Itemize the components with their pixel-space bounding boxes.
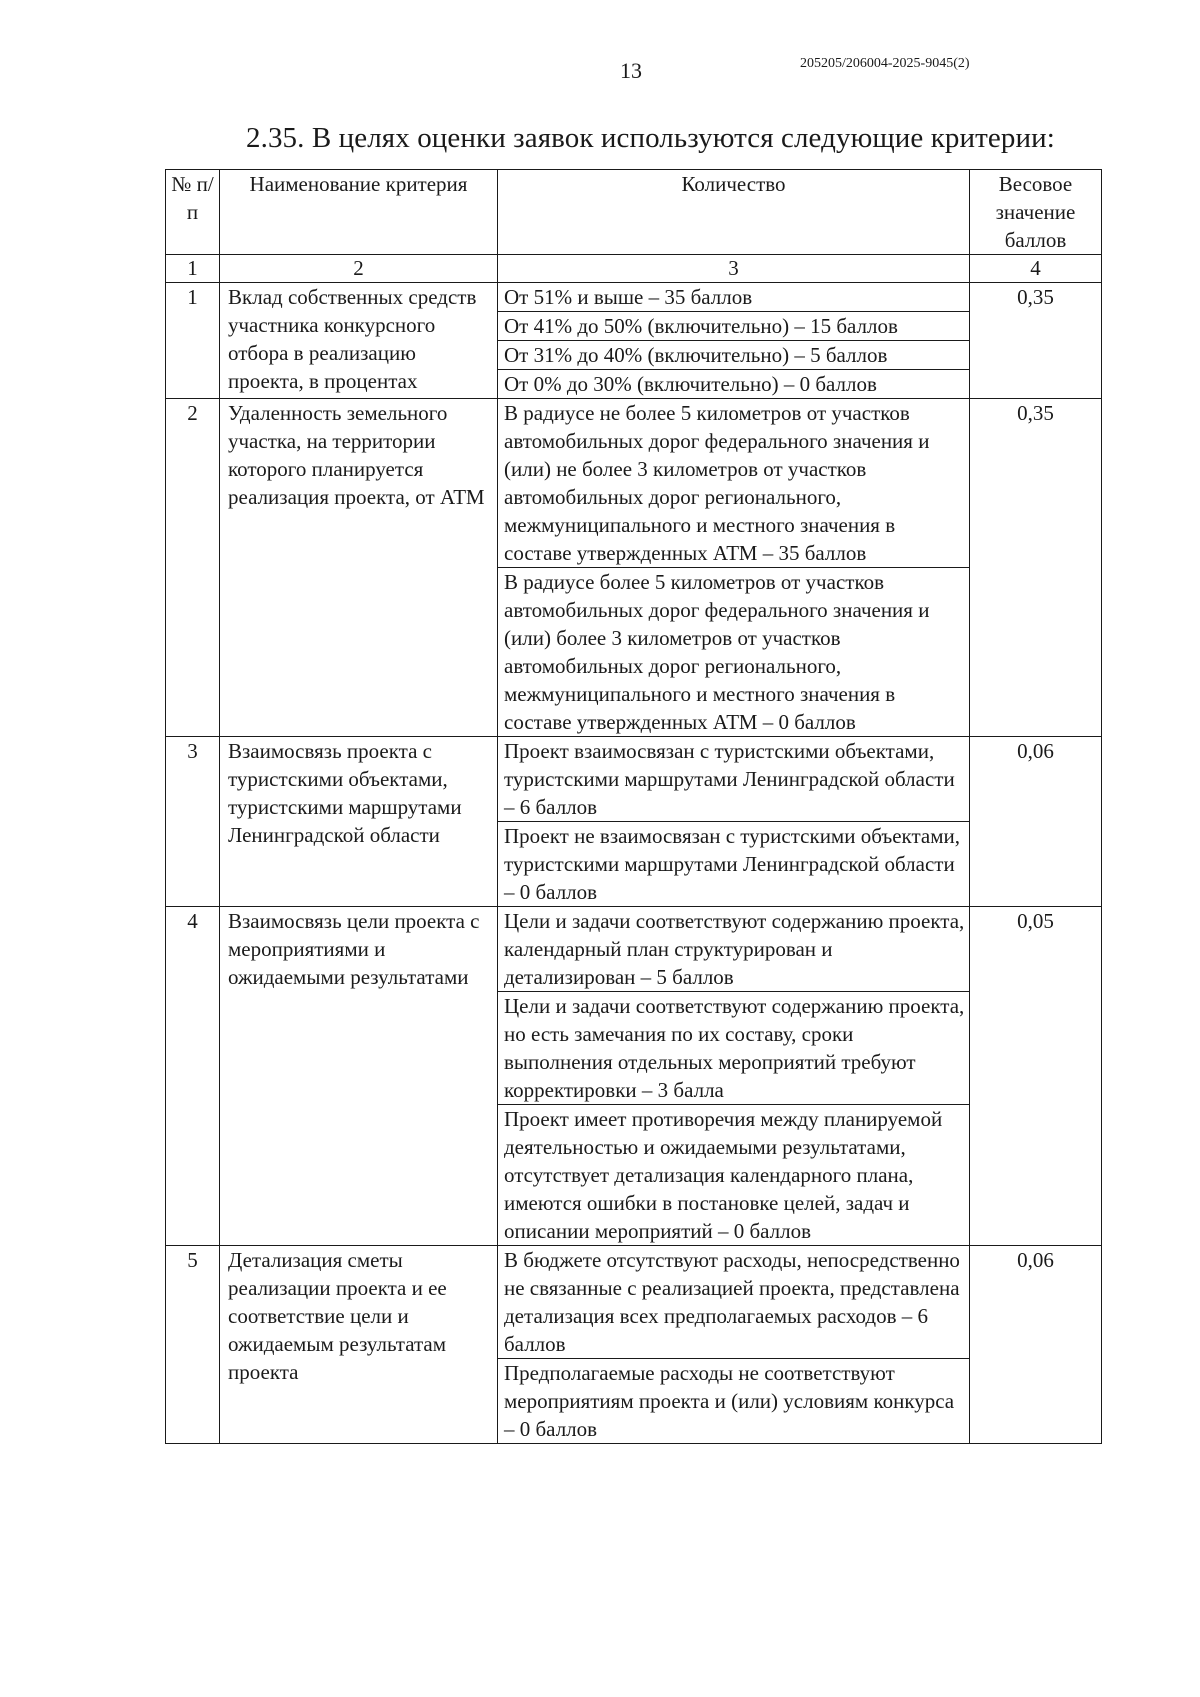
quantity-option: От 31% до 40% (включительно) – 5 баллов	[498, 340, 969, 369]
column-index: 1	[166, 255, 220, 283]
criterion-name: Взаимосвязь проекта с туристскими объектами, туристскими маршрутами Ленинградской области	[220, 737, 498, 907]
quantity-option: В радиусе более 5 километров от участков автомобильных дорог федерального значения и (или) более 3 километров от участков автомобильных дорог регионального, межмуниципального и местного значения в составе утвержденных АТМ – 0 баллов	[498, 567, 969, 736]
quantity-cell	[498, 1246, 970, 1444]
header-weight: Весовое значение баллов	[970, 170, 1102, 255]
header-name: Наименование критерия	[220, 170, 498, 255]
row-number: 5	[166, 1246, 220, 1444]
weight-value: 0,06	[970, 737, 1102, 907]
column-index-row	[166, 255, 1102, 283]
weight-value: 0,35	[970, 399, 1102, 737]
quantity-option: Проект имеет противоречия между планируемой деятельностью и ожидаемыми результатами, отсутствует детализация календарного плана, имеются ошибки в постановке целей, задач и описании мероприятий – 0 баллов	[498, 1104, 969, 1245]
criterion-name: Детализация сметы реализации проекта и ее соответствие цели и ожидаемым результатам проекта	[220, 1246, 498, 1444]
header-num: № п/п	[166, 170, 220, 255]
row-number: 2	[166, 399, 220, 737]
quantity-option: Проект не взаимосвязан с туристскими объектами, туристскими маршрутами Ленинградской области – 0 баллов	[498, 821, 969, 906]
criteria-table	[165, 169, 1102, 1444]
quantity-option: От 0% до 30% (включительно) – 0 баллов	[498, 369, 969, 398]
quantity-cell	[498, 737, 970, 907]
column-index: 3	[498, 255, 970, 283]
document-code: 205205/206004-2025-9045(2)	[800, 56, 970, 71]
quantity-option: В радиусе не более 5 километров от участков автомобильных дорог федерального значения и (или) не более 3 километров от участков автомобильных дорог регионального, межмуниципального и местного значения в составе утвержденных АТМ – 35 баллов	[504, 401, 930, 565]
quantity-option: Цели и задачи соответствуют содержанию проекта, календарный план структурирован и детализирован – 5 баллов	[504, 909, 965, 989]
row-number: 1	[166, 283, 220, 399]
header-qty: Количество	[498, 170, 970, 255]
column-index: 4	[970, 255, 1102, 283]
weight-value: 0,05	[970, 907, 1102, 1246]
criterion-name: Вклад собственных средств участника конкурсного отбора в реализацию проекта, в процентах	[220, 283, 498, 399]
row-number: 4	[166, 907, 220, 1246]
weight-value: 0,35	[970, 283, 1102, 399]
section-heading: 2.35. В целях оценки заявок используются следующие критерии:	[246, 122, 1055, 154]
quantity-cell	[498, 399, 970, 737]
table-header-row	[166, 170, 1102, 255]
quantity-cell	[498, 907, 970, 1246]
quantity-cell	[498, 283, 970, 399]
table-row	[166, 283, 1102, 399]
quantity-option: Цели и задачи соответствуют содержанию проекта, но есть замечания по их составу, сроки выполнения отдельных мероприятий требуют корректировки – 3 балла	[498, 991, 969, 1104]
quantity-option: Предполагаемые расходы не соответствуют мероприятиям проекта и (или) условиям конкурса – 0 баллов	[498, 1358, 969, 1443]
table-row	[166, 737, 1102, 907]
page-number: 13	[620, 58, 642, 83]
quantity-option: В бюджете отсутствуют расходы, непосредственно не связанные с реализацией проекта, представлена детализация всех предполагаемых расходов – 6 баллов	[504, 1248, 960, 1356]
column-index: 2	[220, 255, 498, 283]
criterion-name: Взаимосвязь цели проекта с мероприятиями и ожидаемыми результатами	[220, 907, 498, 1246]
weight-value: 0,06	[970, 1246, 1102, 1444]
quantity-option: Проект взаимосвязан с туристскими объектами, туристскими маршрутами Ленинградской области – 6 баллов	[504, 739, 955, 819]
row-number: 3	[166, 737, 220, 907]
table-row	[166, 399, 1102, 737]
table-row	[166, 1246, 1102, 1444]
quantity-option: От 51% и выше – 35 баллов	[504, 285, 753, 309]
criterion-name: Удаленность земельного участка, на территории которого планируется реализация проекта, от АТМ	[220, 399, 498, 737]
quantity-option: От 41% до 50% (включительно) – 15 баллов	[498, 311, 969, 340]
table-row	[166, 907, 1102, 1246]
